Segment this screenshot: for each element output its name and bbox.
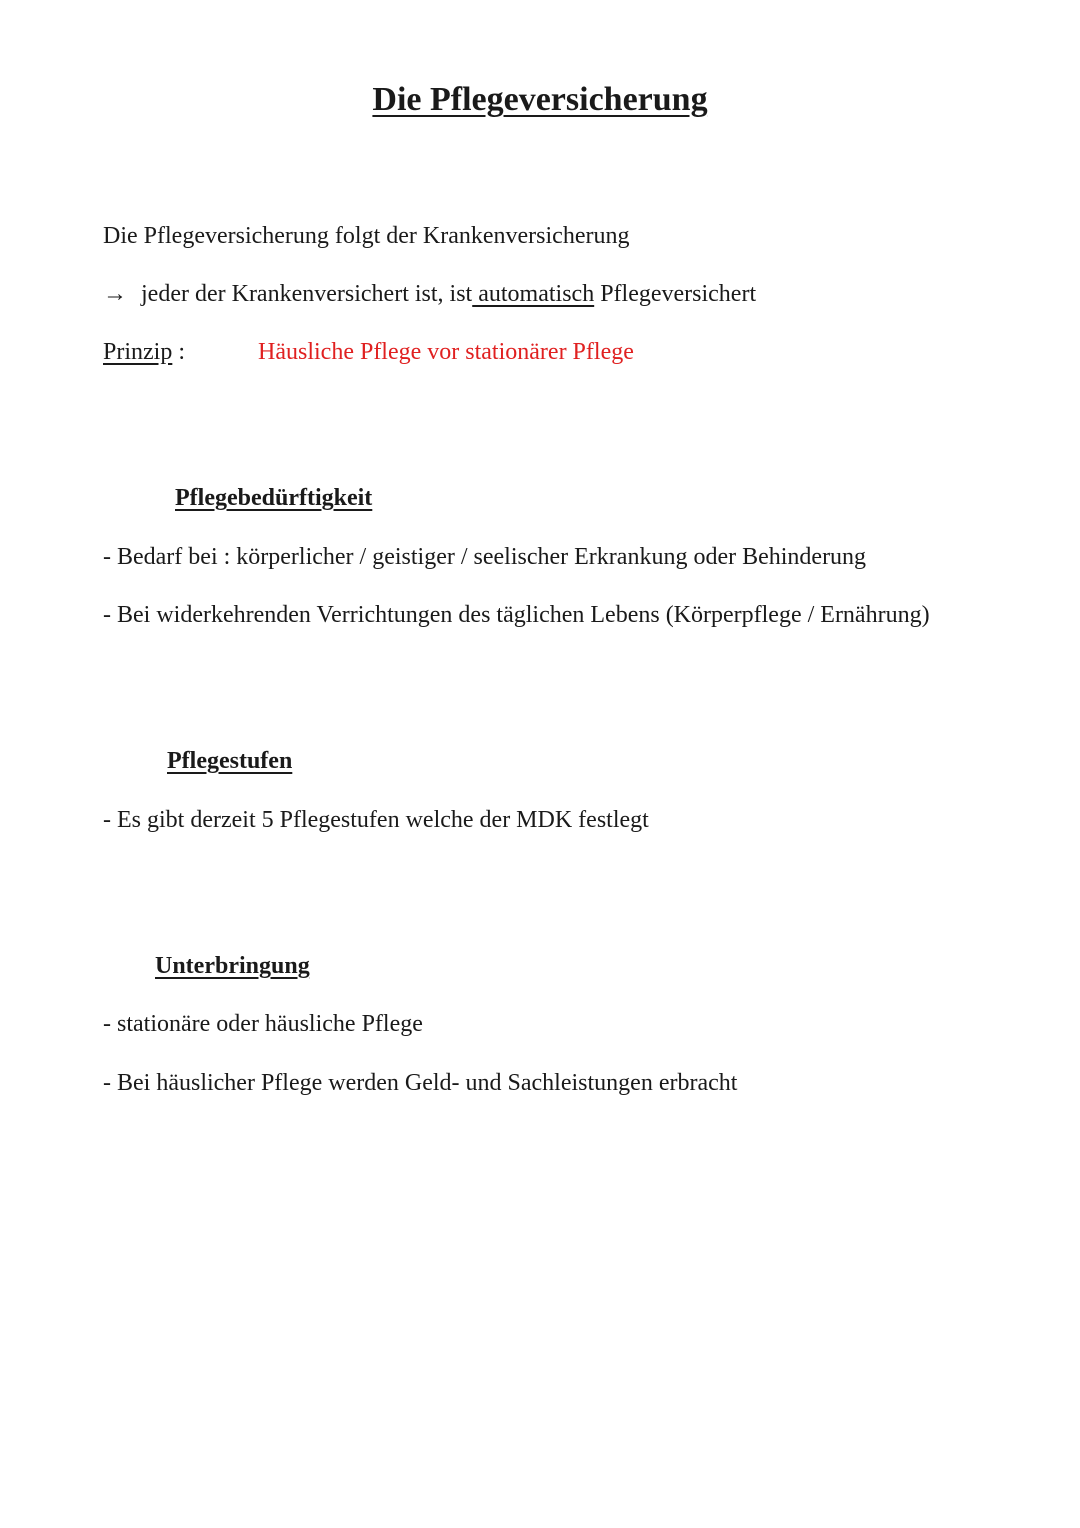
list-item: - Es gibt derzeit 5 Pflegestufen welche der MDK festlegt (103, 807, 649, 833)
list-item: - Bedarf bei : körperlicher / geistiger / seelischer Erkrankung oder Behinderung (103, 544, 867, 570)
prinzip-label: Prinzip (103, 339, 173, 365)
consequence-text: jeder der Krankenversichert ist, ist (141, 281, 473, 307)
list-item: - stationäre oder häusliche Pflege (103, 1011, 423, 1037)
list-item: - Bei widerkehrenden Verrichtungen des täglichen Lebens (Körperpflege / Ernährung) (103, 602, 930, 628)
prinzip-value: Häusliche Pflege vor stationärer Pflege (258, 339, 634, 365)
page-title: Die Pflegeversicherung (372, 81, 708, 118)
list-item: - Bei häuslicher Pflege werden Geld- und Sachleistungen erbracht (103, 1070, 738, 1096)
section-heading-unterbringung: Unterbringung (155, 953, 310, 979)
prinzip-colon: : (172, 339, 185, 365)
intro-consequence-line (103, 279, 756, 309)
consequence-text-end: Pflegeversichert (594, 281, 757, 307)
intro-line: Die Pflegeversicherung folgt der Krankenversicherung (103, 223, 630, 249)
emphasis-automatisch: automatisch (472, 281, 595, 307)
section-heading-pflegestufen: Pflegestufen (167, 748, 293, 774)
section-heading-pflegebeduerftigkeit: Pflegebedürftigkeit (175, 485, 373, 511)
prinzip-label-line (103, 337, 185, 367)
right-arrow-icon: → (103, 281, 127, 307)
